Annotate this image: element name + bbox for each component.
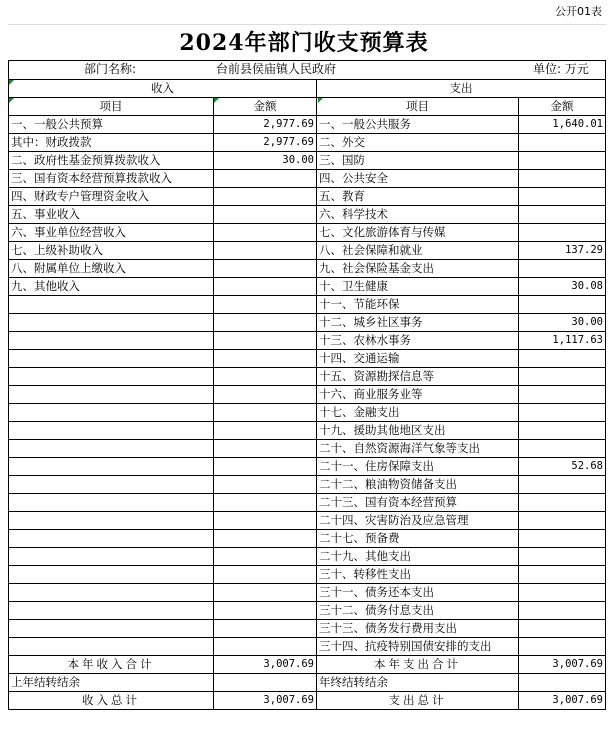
table-row — [9, 602, 606, 620]
income-item-cell[interactable]: 九、其他收入 — [9, 278, 214, 296]
dept-name: 台前县侯庙镇人民政府 — [216, 62, 337, 76]
table-row — [9, 530, 606, 548]
expense-item-cell[interactable]: 三、国防 — [317, 152, 519, 170]
table-row — [9, 116, 606, 134]
income-item-cell[interactable] — [9, 638, 214, 656]
expense-item-cell[interactable]: 六、科学技术 — [317, 206, 519, 224]
carry-out-amount[interactable] — [519, 674, 606, 692]
carry-in-label[interactable]: 上年结转结余 — [9, 674, 214, 692]
income-item-cell[interactable] — [9, 602, 214, 620]
expense-amount-cell[interactable]: 52.68 — [519, 458, 606, 476]
income-amount-cell[interactable] — [214, 440, 317, 458]
expense-total-label[interactable]: 支出总计 — [317, 692, 519, 710]
income-amount-cell[interactable]: 2,977.69 — [214, 134, 317, 152]
income-item-cell[interactable] — [9, 314, 214, 332]
meta-left-border — [8, 60, 9, 79]
expense-amount-cell[interactable] — [519, 224, 606, 242]
form-code: 公开01表 — [555, 5, 602, 18]
income-amount-cell[interactable] — [214, 566, 317, 584]
expense-item-cell[interactable]: 九、社会保险基金支出 — [317, 260, 519, 278]
expense-amount-cell[interactable] — [519, 404, 606, 422]
table-row — [9, 440, 606, 458]
income-item-cell[interactable] — [9, 530, 214, 548]
expense-amount-cell[interactable] — [519, 350, 606, 368]
carry-in-amount[interactable] — [214, 674, 317, 692]
income-item-cell[interactable] — [9, 440, 214, 458]
table-row — [9, 422, 606, 440]
expense-year-total[interactable]: 3,007.69 — [519, 656, 606, 674]
table-row — [9, 548, 606, 566]
table-row — [9, 278, 606, 296]
expense-item-cell[interactable]: 二十七、预备费 — [317, 530, 519, 548]
income-item-cell[interactable] — [9, 458, 214, 476]
table-row — [9, 584, 606, 602]
expense-item-cell[interactable]: 八、社会保障和就业 — [317, 242, 519, 260]
table-row — [9, 260, 606, 278]
income-amount-cell[interactable] — [214, 260, 317, 278]
income-item-header[interactable]: 项目 — [9, 98, 214, 116]
expense-amount-cell[interactable] — [519, 170, 606, 188]
income-amount-cell[interactable] — [214, 170, 317, 188]
expense-header[interactable]: 支出 — [317, 80, 606, 98]
expense-amount-cell[interactable] — [519, 260, 606, 278]
expense-item-cell[interactable]: 二十九、其他支出 — [317, 548, 519, 566]
income-total-label[interactable]: 收入总计 — [9, 692, 214, 710]
table-row — [9, 476, 606, 494]
expense-item-cell[interactable]: 三十一、债务还本支出 — [317, 584, 519, 602]
income-item-cell[interactable] — [9, 584, 214, 602]
meta-right-border — [605, 60, 606, 79]
expense-item-cell[interactable]: 十三、农林水事务 — [317, 332, 519, 350]
income-amount-cell[interactable]: 2,977.69 — [214, 116, 317, 134]
income-item-cell[interactable] — [9, 566, 214, 584]
expense-item-cell[interactable]: 二十一、住房保障支出 — [317, 458, 519, 476]
table-row — [9, 296, 606, 314]
income-item-cell[interactable]: 其中：财政拨款 — [9, 134, 214, 152]
expense-item-cell[interactable]: 二十四、灾害防治及应急管理 — [317, 512, 519, 530]
expense-item-cell[interactable]: 一、一般公共服务 — [317, 116, 519, 134]
expense-item-cell[interactable]: 十五、资源勘探信息等 — [317, 368, 519, 386]
income-item-cell[interactable] — [9, 476, 214, 494]
expense-amount-cell[interactable] — [519, 152, 606, 170]
expense-item-cell[interactable]: 四、公共安全 — [317, 170, 519, 188]
expense-amount-cell[interactable] — [519, 512, 606, 530]
budget-table — [8, 79, 606, 710]
expense-item-cell[interactable]: 七、文化旅游体育与传媒 — [317, 224, 519, 242]
income-item-cell[interactable] — [9, 512, 214, 530]
expense-amount-cell[interactable] — [519, 188, 606, 206]
income-item-cell[interactable] — [9, 620, 214, 638]
table-row — [9, 314, 606, 332]
table-row — [9, 242, 606, 260]
income-year-total-label[interactable]: 本年收入合计 — [9, 656, 214, 674]
income-item-cell[interactable]: 八、附属单位上缴收入 — [9, 260, 214, 278]
expense-amount-cell[interactable] — [519, 638, 606, 656]
income-item-cell[interactable] — [9, 332, 214, 350]
page-title: 2024年部门收支预算表 — [179, 30, 429, 56]
income-amount-header[interactable]: 金额 — [214, 98, 317, 116]
income-amount-cell[interactable] — [214, 350, 317, 368]
expense-amount-cell[interactable] — [519, 602, 606, 620]
expense-amount-header[interactable]: 金额 — [519, 98, 606, 116]
income-total[interactable]: 3,007.69 — [214, 692, 317, 710]
income-amount-cell[interactable] — [214, 548, 317, 566]
income-amount-cell[interactable] — [214, 458, 317, 476]
income-amount-cell[interactable] — [214, 206, 317, 224]
expense-item-cell[interactable]: 十一、节能环保 — [317, 296, 519, 314]
income-amount-cell[interactable] — [214, 476, 317, 494]
expense-item-cell[interactable]: 十、卫生健康 — [317, 278, 519, 296]
income-amount-cell[interactable] — [214, 242, 317, 260]
income-item-cell[interactable] — [9, 368, 214, 386]
income-item-cell[interactable]: 七、上级补助收入 — [9, 242, 214, 260]
section-header-row — [9, 80, 606, 98]
income-item-cell[interactable] — [9, 494, 214, 512]
expense-amount-cell[interactable]: 1,117.63 — [519, 332, 606, 350]
table-row — [9, 152, 606, 170]
income-amount-cell[interactable] — [214, 296, 317, 314]
income-amount-cell[interactable] — [214, 224, 317, 242]
income-amount-cell[interactable] — [214, 188, 317, 206]
expense-item-cell[interactable]: 二、外交 — [317, 134, 519, 152]
income-amount-cell[interactable]: 30.00 — [214, 152, 317, 170]
income-amount-cell[interactable] — [214, 512, 317, 530]
table-row — [9, 566, 606, 584]
unit-label: 单位: 万元 — [533, 62, 589, 76]
income-item-cell[interactable] — [9, 422, 214, 440]
expense-item-cell[interactable]: 五、教育 — [317, 188, 519, 206]
expense-amount-cell[interactable] — [519, 476, 606, 494]
expense-amount-cell[interactable]: 30.00 — [519, 314, 606, 332]
table-row — [9, 368, 606, 386]
income-amount-cell[interactable] — [214, 278, 317, 296]
dept-label: 部门名称: — [84, 62, 137, 76]
expense-item-cell[interactable]: 十二、城乡社区事务 — [317, 314, 519, 332]
expense-amount-cell[interactable] — [519, 584, 606, 602]
expense-amount-cell[interactable] — [519, 530, 606, 548]
income-item-cell[interactable] — [9, 404, 214, 422]
table-row — [9, 224, 606, 242]
expense-item-cell[interactable]: 二十、自然资源海洋气象等支出 — [317, 440, 519, 458]
expense-item-header[interactable]: 项目 — [317, 98, 519, 116]
carryover-row — [9, 674, 606, 692]
income-item-cell[interactable] — [9, 350, 214, 368]
income-amount-cell[interactable] — [214, 494, 317, 512]
expense-item-cell[interactable]: 二十三、国有资本经营预算 — [317, 494, 519, 512]
income-item-cell[interactable]: 六、事业单位经营收入 — [9, 224, 214, 242]
income-year-total[interactable]: 3,007.69 — [214, 656, 317, 674]
expense-amount-cell[interactable] — [519, 440, 606, 458]
grand-total-row — [9, 692, 606, 710]
income-item-cell[interactable]: 一、一般公共预算 — [9, 116, 214, 134]
income-amount-cell[interactable] — [214, 530, 317, 548]
table-row — [9, 332, 606, 350]
table-row — [9, 404, 606, 422]
income-amount-cell[interactable] — [214, 602, 317, 620]
income-amount-cell[interactable] — [214, 620, 317, 638]
income-item-cell[interactable]: 二、政府性基金预算拨款收入 — [9, 152, 214, 170]
table-row — [9, 188, 606, 206]
table-row — [9, 638, 606, 656]
table-row — [9, 494, 606, 512]
table-row — [9, 386, 606, 404]
expense-item-cell[interactable]: 十九、援助其他地区支出 — [317, 422, 519, 440]
expense-amount-cell[interactable]: 137.29 — [519, 242, 606, 260]
cell-marker-icon — [9, 98, 14, 103]
expense-amount-cell[interactable] — [519, 368, 606, 386]
income-amount-cell[interactable] — [214, 584, 317, 602]
table-row — [9, 206, 606, 224]
expense-item-cell[interactable]: 十四、交通运输 — [317, 350, 519, 368]
income-amount-cell[interactable] — [214, 404, 317, 422]
expense-item-cell[interactable]: 三十三、债务发行费用支出 — [317, 620, 519, 638]
expense-amount-cell[interactable] — [519, 134, 606, 152]
expense-year-total-label[interactable]: 本年支出合计 — [317, 656, 519, 674]
table-row — [9, 512, 606, 530]
table-row — [9, 620, 606, 638]
income-amount-cell[interactable] — [214, 386, 317, 404]
expense-item-cell[interactable]: 三十二、债务付息支出 — [317, 602, 519, 620]
income-header[interactable]: 收入 — [9, 80, 317, 98]
income-item-cell[interactable]: 三、国有资本经营预算拨款收入 — [9, 170, 214, 188]
column-header-row — [9, 98, 606, 116]
income-item-cell[interactable] — [9, 548, 214, 566]
expense-amount-cell[interactable] — [519, 494, 606, 512]
expense-amount-cell[interactable] — [519, 548, 606, 566]
income-item-cell[interactable] — [9, 296, 214, 314]
expense-item-cell[interactable]: 十六、商业服务业等 — [317, 386, 519, 404]
cell-marker-icon — [214, 98, 219, 103]
sheet-gridline — [8, 24, 606, 25]
expense-item-cell[interactable]: 三十、转移性支出 — [317, 566, 519, 584]
income-amount-cell[interactable] — [214, 422, 317, 440]
income-item-cell[interactable] — [9, 386, 214, 404]
income-item-cell[interactable]: 四、财政专户管理资金收入 — [9, 188, 214, 206]
expense-amount-cell[interactable] — [519, 386, 606, 404]
table-row — [9, 350, 606, 368]
expense-amount-cell[interactable] — [519, 422, 606, 440]
cell-marker-icon — [318, 98, 323, 103]
expense-total[interactable]: 3,007.69 — [519, 692, 606, 710]
expense-amount-cell[interactable]: 1,640.01 — [519, 116, 606, 134]
year-total-row — [9, 656, 606, 674]
table-row — [9, 134, 606, 152]
income-amount-cell[interactable] — [214, 368, 317, 386]
expense-item-cell[interactable]: 二十二、粮油物资储备支出 — [317, 476, 519, 494]
income-amount-cell[interactable] — [214, 332, 317, 350]
carry-out-label[interactable]: 年终结转结余 — [317, 674, 519, 692]
table-row — [9, 458, 606, 476]
table-row — [9, 170, 606, 188]
income-amount-cell[interactable] — [214, 314, 317, 332]
expense-amount-cell[interactable] — [519, 566, 606, 584]
income-item-cell[interactable]: 五、事业收入 — [9, 206, 214, 224]
expense-item-cell[interactable]: 十七、金融支出 — [317, 404, 519, 422]
expense-amount-cell[interactable] — [519, 206, 606, 224]
expense-amount-cell[interactable] — [519, 620, 606, 638]
expense-item-cell[interactable]: 三十四、抗疫特别国债安排的支出 — [317, 638, 519, 656]
cell-marker-icon — [9, 80, 14, 85]
income-amount-cell[interactable] — [214, 638, 317, 656]
expense-amount-cell[interactable]: 30.08 — [519, 278, 606, 296]
expense-amount-cell[interactable] — [519, 296, 606, 314]
